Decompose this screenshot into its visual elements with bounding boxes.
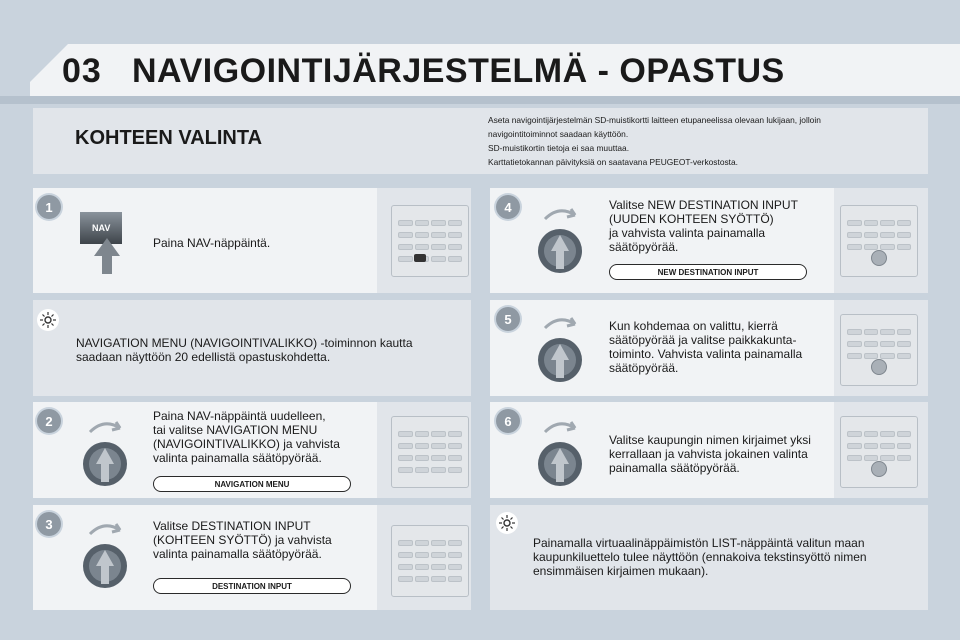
step-text-4: Valitse NEW DESTINATION INPUT (UUDEN KOHTEEN SYÖTTÖ) ja vahvista valinta painamalla säätöpyörää. (609, 198, 798, 254)
section-title: KOHTEEN VALINTA (75, 127, 263, 149)
radio-panel-image (840, 205, 918, 277)
menu-label-new-destination-input: NEW DESTINATION INPUT (609, 264, 807, 280)
knob-highlight (871, 359, 887, 375)
bulb-icon (37, 309, 59, 331)
page-title: NAVIGOINTIJÄRJESTELMÄ - OPASTUS (132, 52, 785, 90)
step-badge-1: 1 (37, 195, 61, 219)
rotary-knob-icon (535, 205, 585, 282)
step-badge-2: 2 (37, 409, 61, 433)
intro-line: Aseta navigointijärjestelmän SD-muistikortti laitteen etupaneelissa olevaan lukijaan, jolloin (488, 115, 821, 125)
header-divider (0, 96, 960, 104)
step-text-6: Valitse kaupungin nimen kirjaimet yksi kerrallaan ja vahvista jokainen valinta painamalla säätöpyörää. (609, 433, 811, 475)
bulb-icon (496, 512, 518, 534)
rotary-knob-icon (80, 418, 130, 495)
radio-panel-image (391, 525, 469, 597)
radio-panel-image (391, 416, 469, 488)
step-text-1: Paina NAV-näppäintä. (153, 236, 271, 250)
knob-highlight (871, 461, 887, 477)
rotary-knob-icon (535, 314, 585, 391)
step-badge-5: 5 (496, 307, 520, 331)
tip-text-2: Painamalla virtuaalinäppäimistön LIST-näppäintä valitun maan kaupunkiluettelo tulee näyttöön (ennakoiva tekstinsyöttö nimen ensimmäisen kirjaimen mukaan). (533, 536, 867, 578)
nav-key-highlight (414, 254, 426, 262)
radio-panel-image (840, 416, 918, 488)
radio-panel-image (391, 205, 469, 277)
chapter-number: 03 (62, 52, 102, 90)
intro-line: Karttatietokannan päivityksiä on saatavana PEUGEOT-verkostosta. (488, 157, 738, 167)
step-badge-3: 3 (37, 512, 61, 536)
arrow-up-icon (94, 238, 120, 279)
intro-text (488, 113, 918, 169)
knob-highlight (871, 250, 887, 266)
tip-text-1: NAVIGATION MENU (NAVIGOINTIVALIKKO) -toiminnon kautta saadaan näyttöön 20 edellistä opastuskohdetta. (76, 336, 413, 364)
step-text-3: Valitse DESTINATION INPUT (KOHTEEN SYÖTTÖ) ja vahvista valinta painamalla säätöpyörää. (153, 519, 332, 561)
rotary-knob-icon (80, 520, 130, 597)
nav-key-label: NAV (92, 223, 111, 233)
rotary-knob-icon (535, 418, 585, 495)
step-badge-4: 4 (496, 195, 520, 219)
step-text-2: Paina NAV-näppäintä uudelleen, tai valitse NAVIGATION MENU (NAVIGOINTIVALIKKO) ja vahvista valinta painamalla säätöpyörää. (153, 409, 340, 465)
step-badge-6: 6 (496, 409, 520, 433)
intro-line: navigointitoiminnot saadaan käyttöön. (488, 129, 629, 139)
menu-label-navigation-menu: NAVIGATION MENU (153, 476, 351, 492)
intro-line: SD-muistikortin tietoja ei saa muuttaa. (488, 143, 630, 153)
radio-panel-image (840, 314, 918, 386)
menu-label-destination-input: DESTINATION INPUT (153, 578, 351, 594)
step-text-5: Kun kohdemaa on valittu, kierrä säätöpyörää ja valitse paikkakunta- toiminto. Vahvista valinta painamalla säätöpyörää. (609, 319, 803, 375)
